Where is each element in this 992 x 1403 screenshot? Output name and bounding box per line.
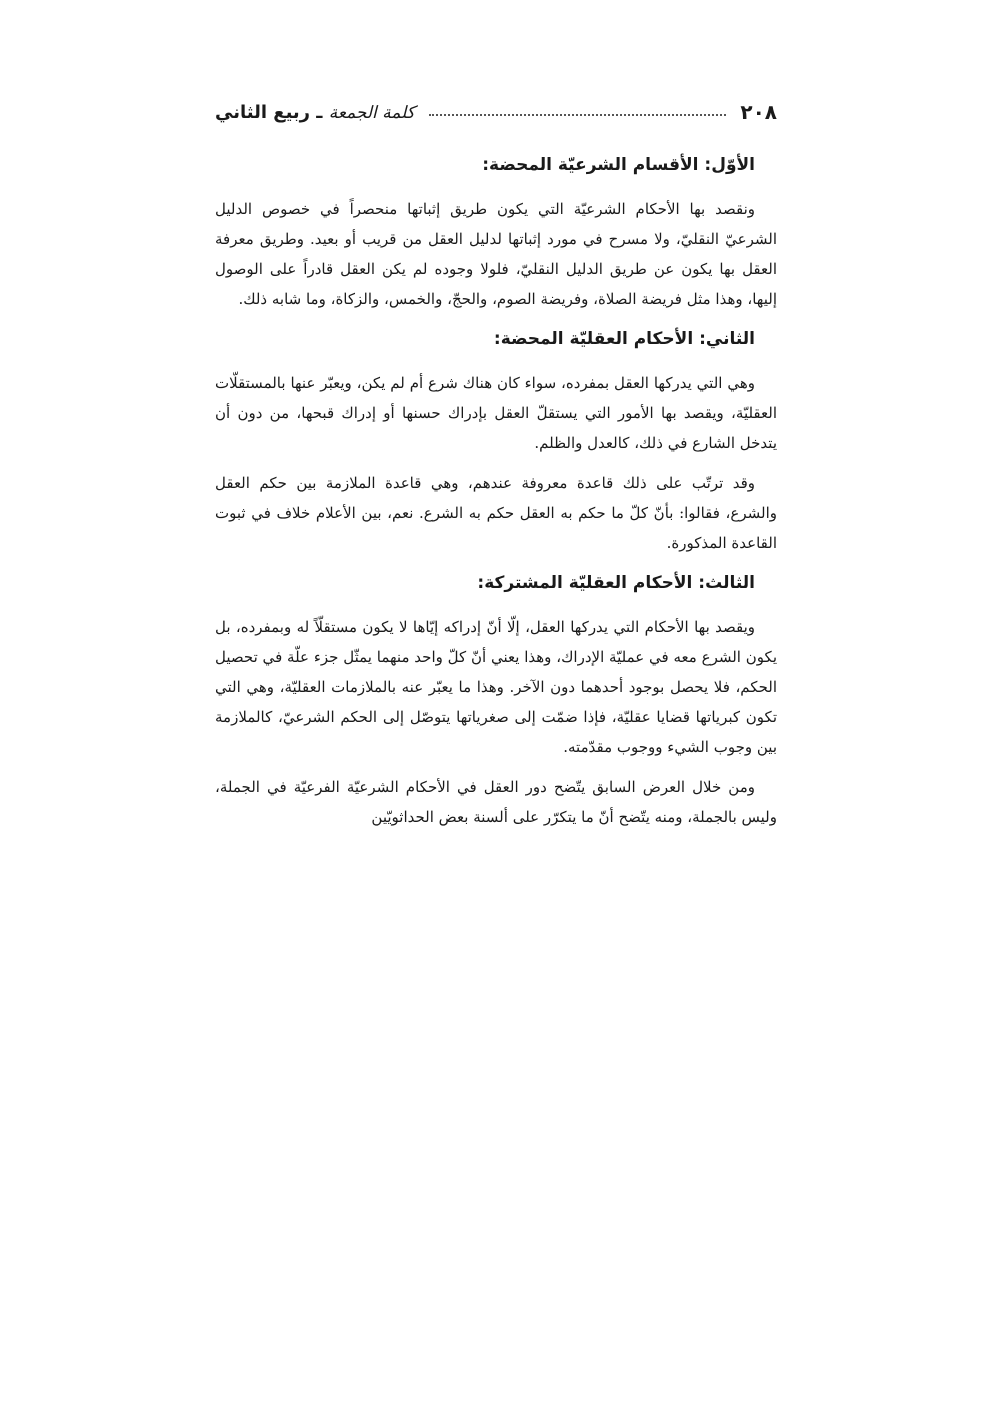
paragraph: وقد ترتّب على ذلك قاعدة معروفة عندهم، وهي قاعدة الملازمة بين حكم العقل والشرع، فقالوا: بأنّ كلّ ما حكم به العقل حكم به الشرع. نعم، بين الأعلام خلاف في ثبوت القاعدة المذكورة. [215,474,777,552]
paragraph: وهي التي يدركها العقل بمفرده، سواء كان هناك شرع أم لم يكن، ويعبّر عنها بالمستقلّات العقليّة، ويقصد بها الأمور التي يستقلّ العقل بإدراك حسنها أو إدراك قبحها، من دون أن يتدخل الشارع في ذلك، كالعدل والظلم. [215,374,777,452]
section-heading: الثالث: الأحكام العقليّة المشتركة: [477,573,755,593]
document-page [215,92,777,842]
section-heading: الثاني: الأحكام العقليّة المحضة: [493,329,755,349]
page-number: ٢٠٨ [740,100,777,124]
header-calligraphy-title: كلمة الجمعة [328,102,415,123]
page-content [215,150,777,832]
section-third [215,568,777,832]
paragraph: ومن خلال العرض السابق يتّضح دور العقل في الأحكام الشرعيّة الفرعيّة في الجملة، وليس بالجملة، ومنه يتّضح أنّ ما يتكرّر على ألسنة بعض الحداثويّين [215,778,777,826]
section-heading: الأوّل: الأقسام الشرعيّة المحضة: [482,155,755,175]
running-header [215,92,777,132]
paragraph: ونقصد بها الأحكام الشرعيّة التي يكون طريق إثباتها منحصراً في خصوص الدليل الشرعيّ النقليّ، ولا مسرح في مورد إثباتها لدليل العقل من قريب أو بعيد. وطريق معرفة العقل بها يكون عن طريق الدليل النقليّ، فلولا وجوده لم يكن العقل قادراً على الوصول إليها، وهذا مثل فريضة الصلاة، وفريضة الصوم، والحجّ، والخمس، والزكاة، وما شابه ذلك. [215,200,777,308]
paragraph: ويقصد بها الأحكام التي يدركها العقل، إلّا أنّ إدراكه إيّاها لا يكون مستقلّاً له وبمفرده، بل يكون الشرع معه في عمليّة الإدراك، وهذا يعني أنّ كلّ واحد منهما يمثّل جزء علّة في تحصيل الحكم، فلا يحصل بوجود أحدهما دون الآخر. وهذا ما يعبّر عنه بالملازمات العقليّة، وهي التي تكون كبرياتها قضايا عقليّة، فإذا ضمّت إلى صغرياتها يتوصّل إلى الحكم الشرعيّ، كالملازمة بين وجوب الشيء ووجوب مقدّمته. [215,618,777,756]
section-first [215,150,777,314]
running-header-title [215,102,415,123]
header-month-title: ـ ربيع الثاني [215,101,323,123]
header-dotted-leader [429,114,727,116]
section-second [215,324,777,558]
